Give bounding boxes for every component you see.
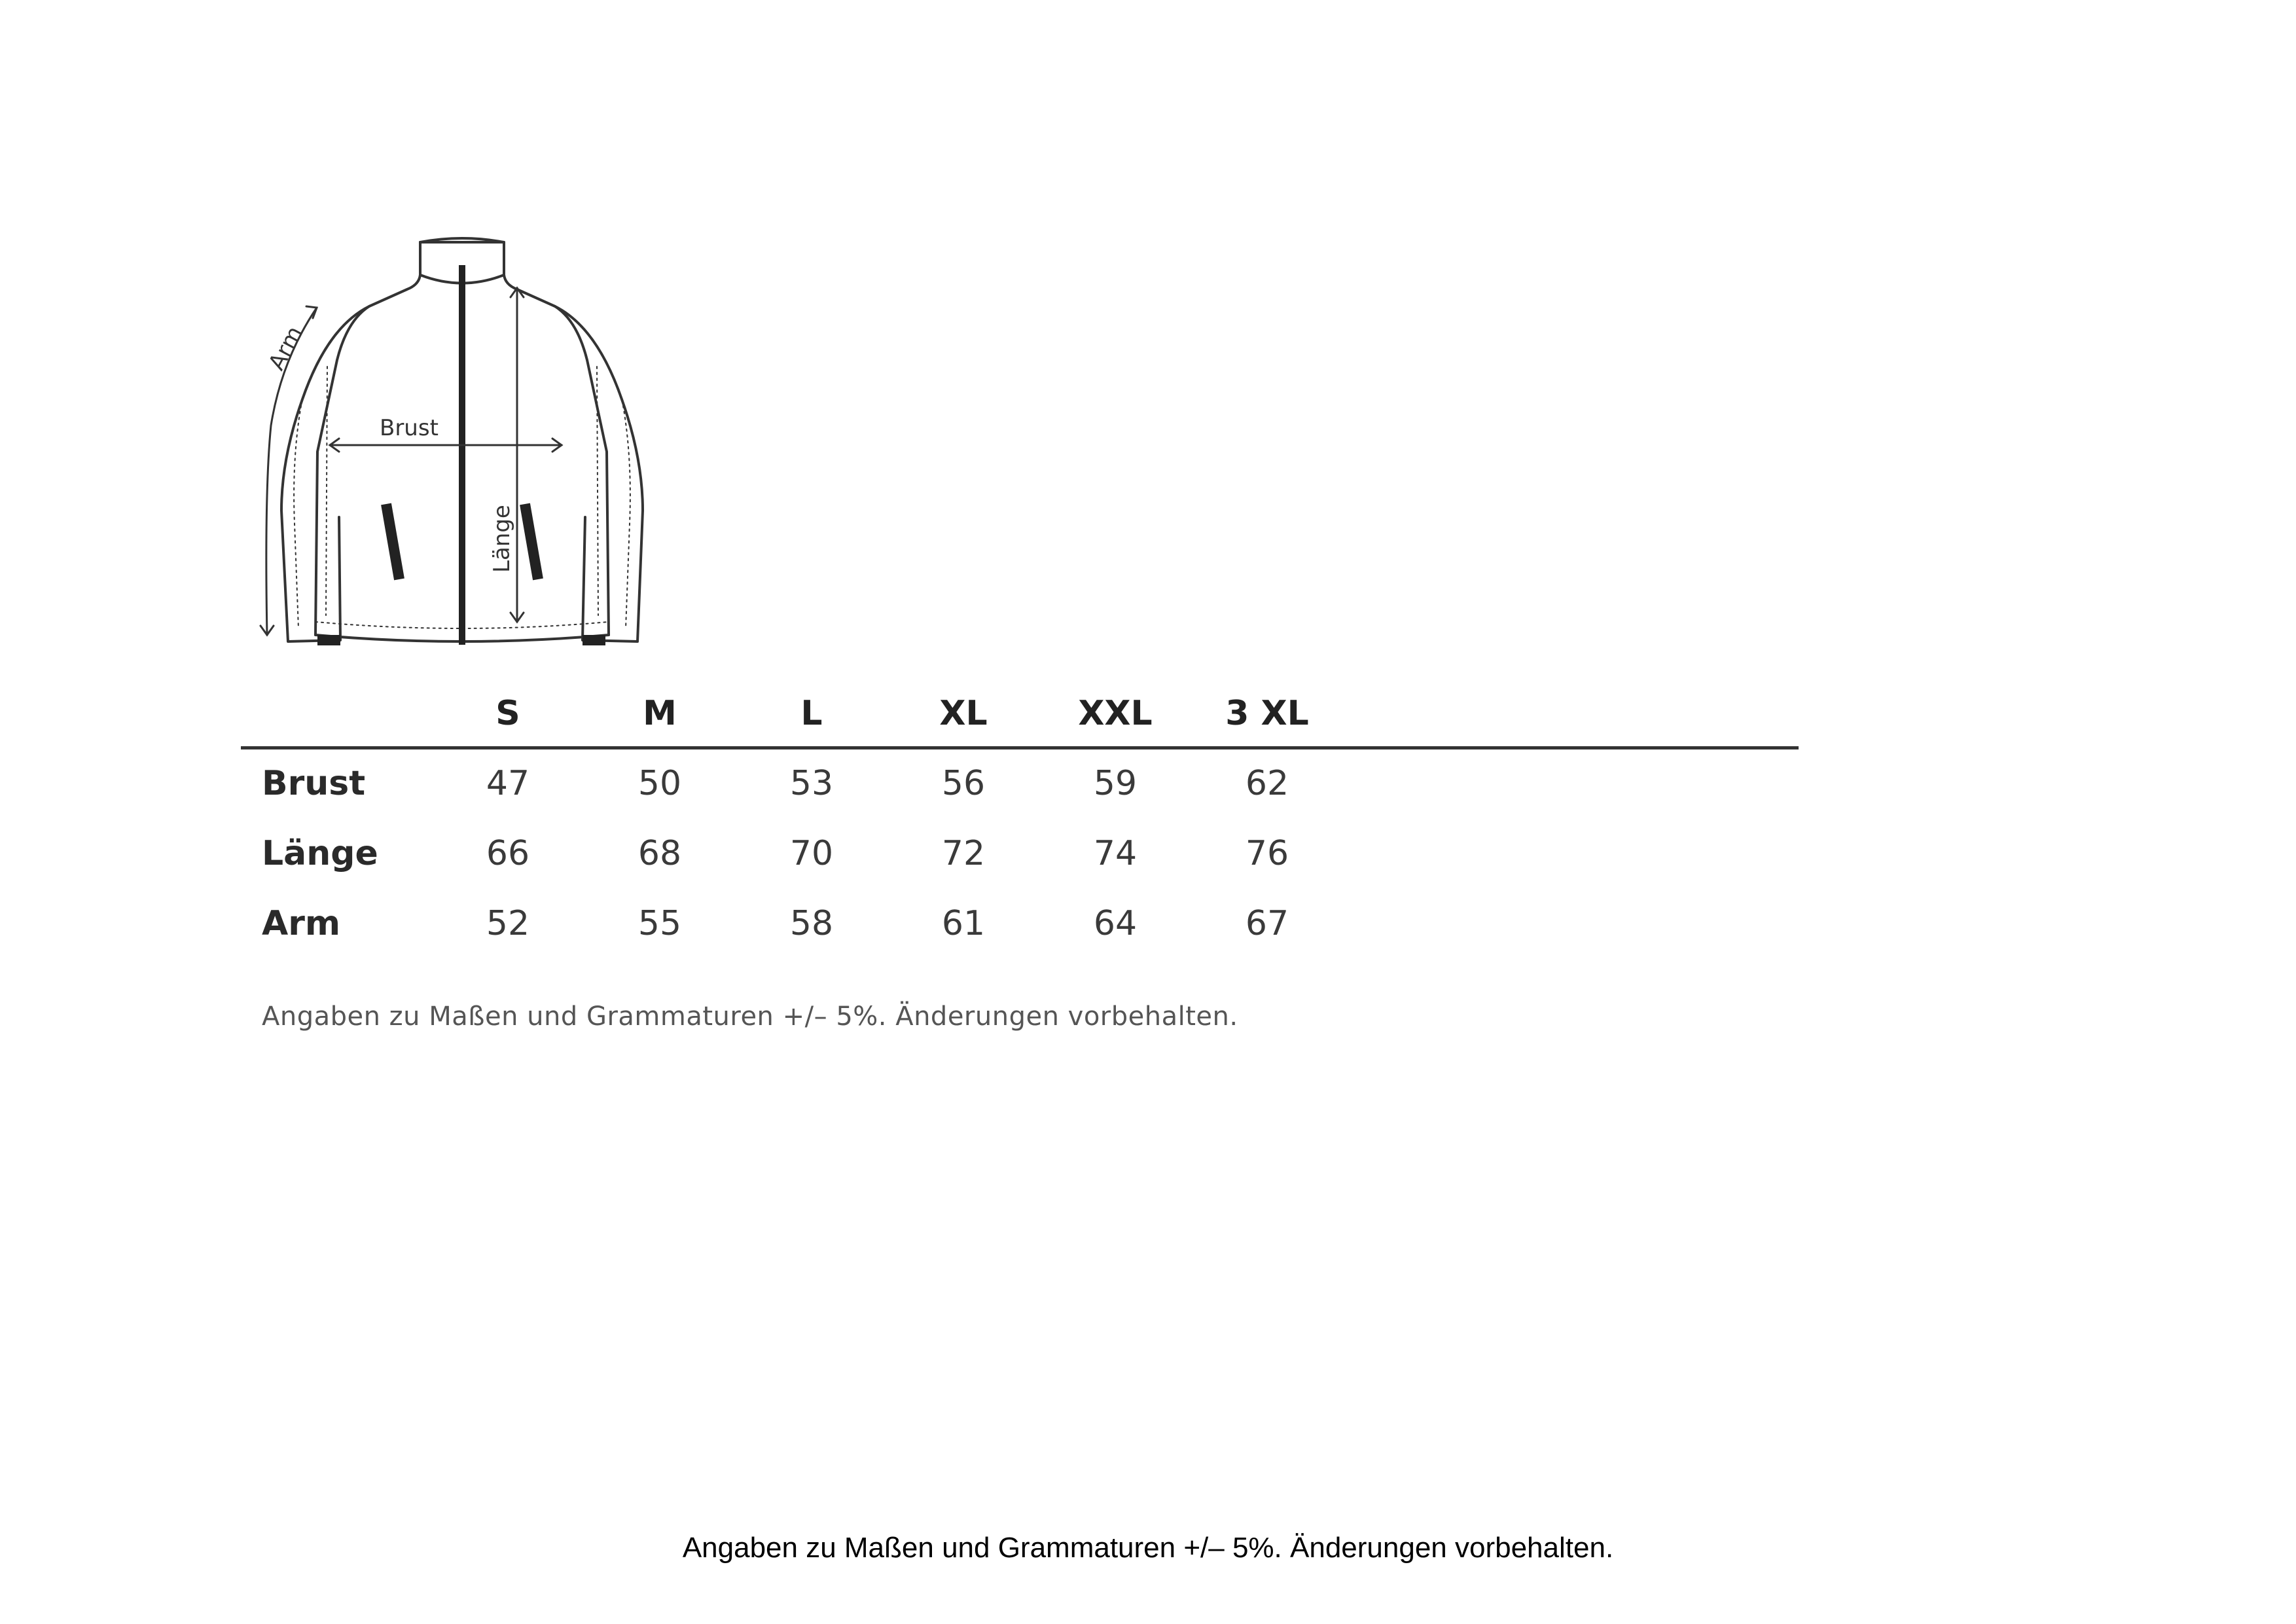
- right-sleeve-stitching: [623, 406, 630, 628]
- table-cell: 55: [637, 904, 682, 943]
- size-header-3xl: 3 XL: [1225, 694, 1309, 733]
- size-header-xxl: XXL: [1078, 694, 1153, 733]
- size-table: [241, 681, 1799, 960]
- left-cuff: [317, 635, 340, 645]
- row-label-arm: Arm: [262, 904, 341, 943]
- right-sleeve-outline: [555, 306, 643, 641]
- row-label-brust: Brust: [262, 764, 366, 803]
- arm-diagram-label: Arm: [263, 321, 308, 375]
- right-pocket: [525, 504, 538, 579]
- table-cell: 59: [1093, 764, 1138, 803]
- table-cell: 67: [1245, 904, 1289, 943]
- table-cell: 72: [941, 834, 986, 873]
- table-cell: 62: [1245, 764, 1289, 803]
- table-cell: 50: [637, 764, 682, 803]
- row-label-laenge: Länge: [262, 834, 378, 873]
- table-cell: 68: [637, 834, 682, 873]
- size-header-row: [241, 681, 1799, 749]
- jacket-right-outline: [420, 242, 609, 635]
- table-cell: 52: [486, 904, 530, 943]
- jacket-measurement-diagram: [255, 229, 661, 661]
- size-header-m: M: [643, 694, 677, 733]
- left-pocket: [386, 504, 399, 579]
- table-cell: 76: [1245, 834, 1289, 873]
- table-cell: 53: [789, 764, 834, 803]
- laenge-diagram-label: Länge: [489, 505, 515, 573]
- table-row-brust: [241, 749, 1799, 820]
- size-header-l: L: [800, 694, 823, 733]
- table-cell: 61: [941, 904, 986, 943]
- table-cell: 58: [789, 904, 834, 943]
- table-cell: 56: [941, 764, 986, 803]
- right-seam-stitching: [597, 367, 598, 615]
- left-sleeve-stitching: [294, 406, 301, 628]
- size-header-s: S: [495, 694, 520, 733]
- table-cell: 47: [486, 764, 530, 803]
- size-header-xl: XL: [939, 694, 988, 733]
- left-seam-stitching: [326, 367, 327, 615]
- table-cell: 74: [1093, 834, 1138, 873]
- table-cell: 64: [1093, 904, 1138, 943]
- table-cell: 70: [789, 834, 834, 873]
- brust-diagram-label: Brust: [380, 415, 439, 441]
- tolerance-note: Angaben zu Maßen und Grammaturen +/– 5%. Änderungen vorbehalten.: [262, 1001, 1238, 1032]
- right-cuff: [583, 635, 605, 645]
- footer-tolerance-note: Angaben zu Maßen und Grammaturen +/– 5%. Änderungen vorbehalten.: [682, 1532, 1614, 1564]
- table-row-arm: [241, 890, 1799, 960]
- table-cell: 66: [486, 834, 530, 873]
- table-row-laenge: [241, 820, 1799, 890]
